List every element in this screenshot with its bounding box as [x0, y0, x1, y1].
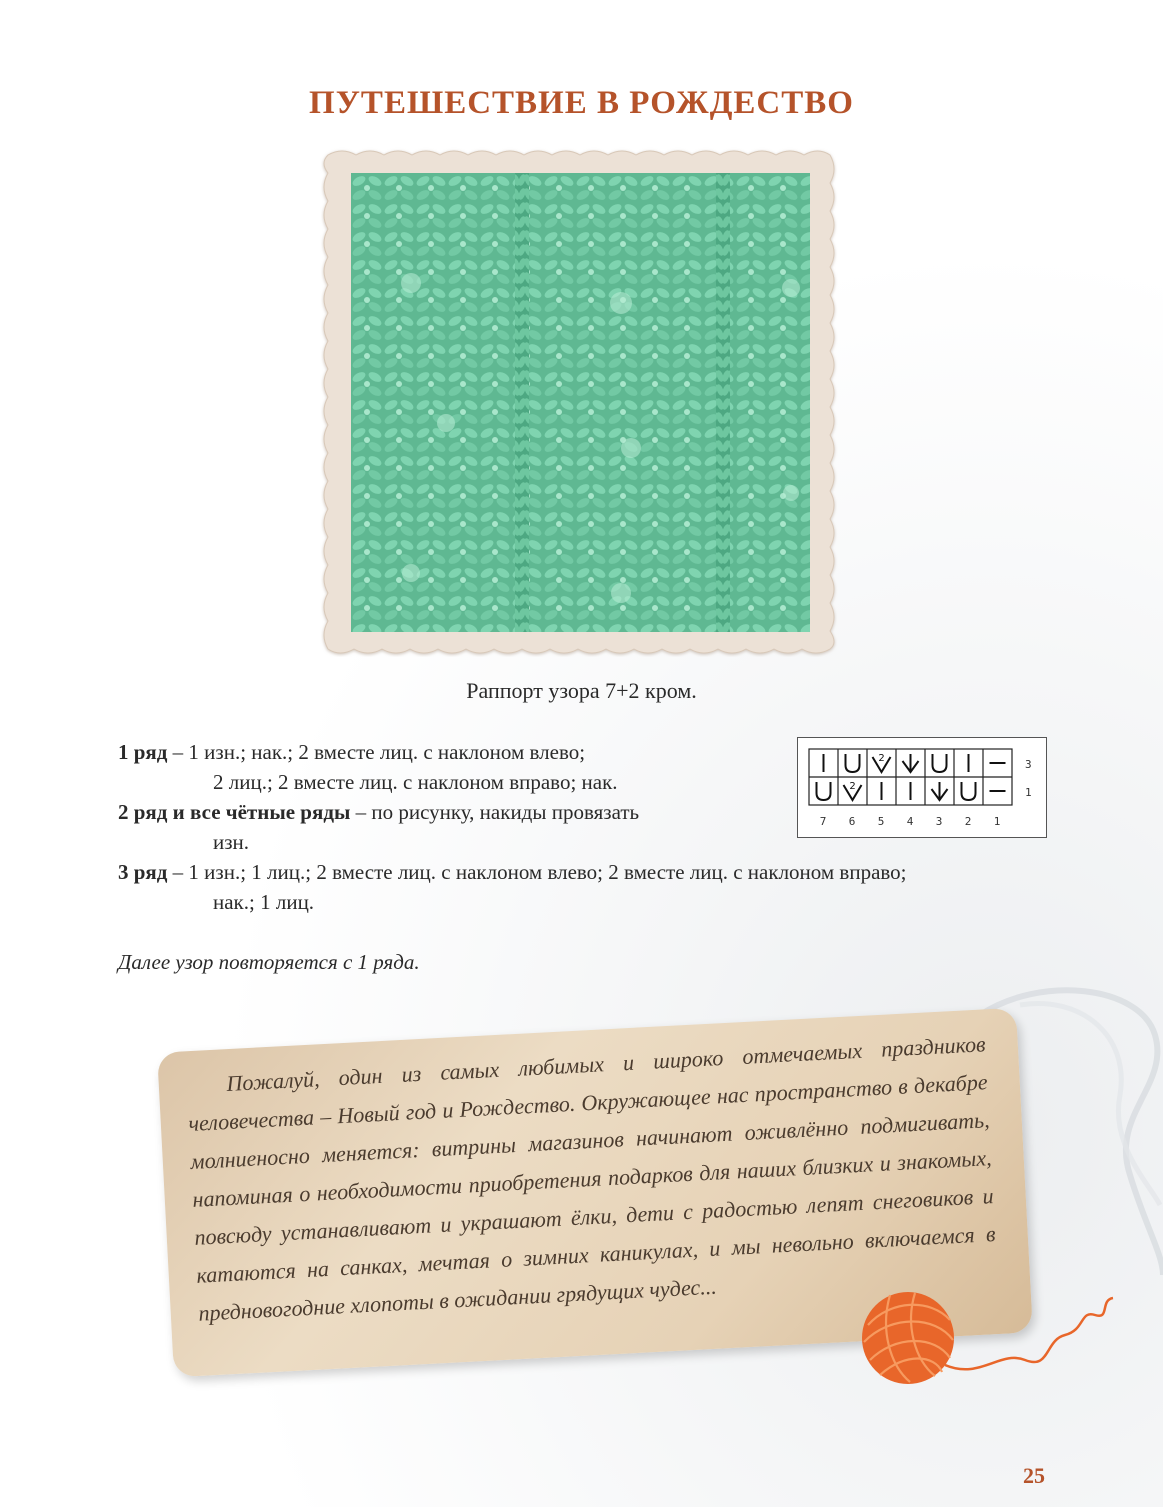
row3-line: [118, 857, 1058, 887]
row2-label: 2 ряд и все чётные ряды: [118, 800, 351, 824]
chart-col-label: 1: [993, 815, 1001, 828]
chart-col-label: 4: [906, 815, 914, 828]
knitting-chart: [797, 737, 1047, 838]
row1-continuation: 2 лиц.; 2 вместе лиц. с наклоном вправо; нак.: [213, 770, 618, 794]
page-title: ПУТЕШЕСТВИЕ В РОЖДЕСТВО: [309, 85, 854, 121]
row2-text: – по рисунку, накиды провязать: [350, 800, 640, 824]
chart-col-label: 7: [819, 815, 827, 828]
row3-text: – 1 изн.; 1 лиц.; 2 вместе лиц. с наклоном влево; 2 вместе лиц. с наклоном вправо;: [167, 860, 907, 884]
svg-text:2: 2: [849, 781, 856, 792]
row2-continuation: изн.: [213, 830, 250, 854]
yarn-ball-icon: [850, 1280, 1163, 1410]
chart-col-label: 3: [935, 815, 943, 828]
chart-col-label: 5: [877, 815, 885, 828]
story-text: Пожалуй, один из самых любимых и широко отмечаемых праздников человечества – Новый год и Рождество. Окружающее нас пространство в декабре молниеносно меняется: витрины магазинов начинают оживлённо подмигивать, напоминая о необходимости приобретения подарков для наших близких и знакомых, повсюду устанавливают и украшают ёлки, дети с радостью лепят снеговиков и катаются на санках, мечтая о зимних каникулах, и мы невольно включаемся в предновогодние хлопоты в ожидании грядущих чудес...: [187, 1031, 997, 1326]
page-number: 25: [1023, 1463, 1045, 1488]
chart-col-label: 2: [964, 815, 972, 828]
chart-row-label-3: 3: [1025, 758, 1032, 771]
pattern-caption: Раппорт узора 7+2 кром.: [466, 678, 697, 703]
repeat-note: Далее узор повторяется с 1 ряда.: [118, 950, 420, 974]
row1-label: 1 ряд: [118, 740, 168, 764]
row3-continuation: нак.; 1 лиц.: [213, 890, 315, 914]
row1-text: – 1 изн.; нак.; 2 вместе лиц. с наклоном влево;: [167, 740, 586, 764]
chart-row-label-1: 1: [1025, 786, 1032, 799]
svg-text:2: 2: [878, 753, 885, 764]
chart-col-label: 6: [848, 815, 856, 828]
row3-label: 3 ряд: [118, 860, 168, 884]
knitting-sample-photo: [351, 173, 810, 632]
